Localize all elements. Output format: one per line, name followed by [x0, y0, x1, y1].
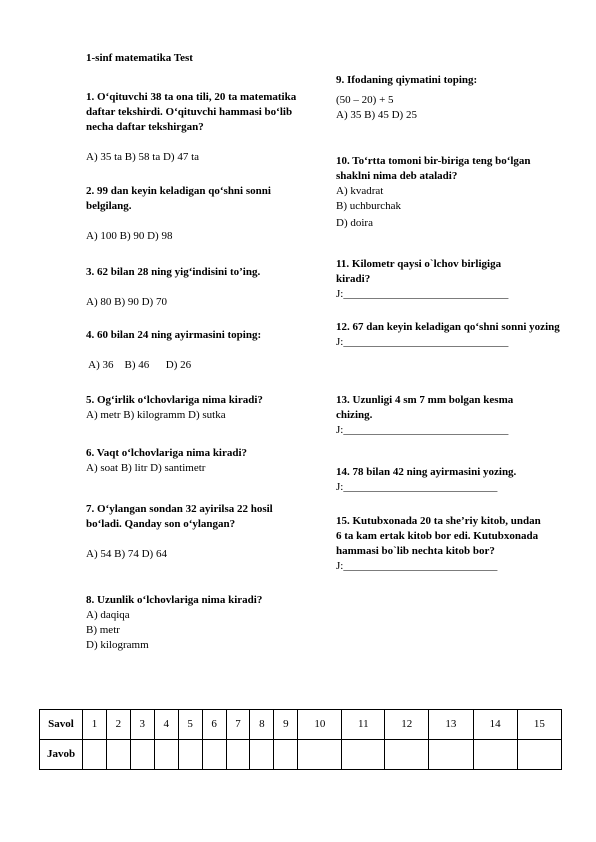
question-1-text: 1. O‘qituvchi 38 ta ona tili, 20 ta matematika daftar tekshirdi. O‘qituvchi hammasi bo‘lib necha daftar tekshirgan?	[86, 91, 297, 133]
question-14-text: 14. 78 bilan 42 ning ayirmasini yozing.	[336, 466, 517, 478]
question-11-answer-line[interactable]: J:______________________________	[336, 288, 509, 300]
question-7-options: A) 54 B) 74 D) 64	[86, 548, 167, 560]
question-2	[86, 184, 316, 244]
question-11	[336, 257, 566, 302]
question-1-options: A) 35 ta B) 58 ta D) 47 ta	[86, 151, 200, 163]
answer-table-answer-cell[interactable]	[473, 740, 517, 770]
question-15	[336, 514, 566, 574]
answer-table-question-number: 5	[178, 710, 202, 740]
question-13	[336, 393, 566, 438]
answer-table-question-number: 7	[226, 710, 250, 740]
question-10-option-b: B) uchburchak	[336, 200, 402, 212]
question-14	[336, 465, 566, 495]
question-5-text: 5. Og‘irlik o‘lchovlariga nima kiradi?	[86, 394, 263, 406]
answer-table-question-number: 2	[106, 710, 130, 740]
question-8-text: 8. Uzunlik o‘lchovlariga nima kiradi?	[86, 594, 263, 606]
answer-table-question-number: 15	[517, 710, 561, 740]
answer-table-answer-cell[interactable]	[250, 740, 274, 770]
question-3	[86, 265, 316, 310]
answer-table-question-number: 8	[250, 710, 274, 740]
question-12-text: 12. 67 dan keyin keladigan qo‘shni sonni yozing	[336, 321, 560, 333]
question-2-text: 2. 99 dan keyin keladigan qo‘shni sonni belgilang.	[86, 185, 271, 212]
question-3-text: 3. 62 bilan 28 ning yig‘indisini to’ing.	[86, 266, 261, 278]
answer-table-answer-cell[interactable]	[385, 740, 429, 770]
question-8-option-a: A) daqiqa	[86, 609, 130, 621]
question-15-answer-line[interactable]: J:____________________________	[336, 560, 498, 572]
question-5-options: A) metr B) kilogramm D) sutka	[86, 409, 226, 421]
answer-table-question-number: 9	[274, 710, 298, 740]
question-13-text: 13. Uzunligi 4 sm 7 mm bolgan kesma chizing.	[336, 394, 514, 421]
answer-table-answer-cell[interactable]	[517, 740, 561, 770]
answer-table-question-number: 11	[342, 710, 385, 740]
question-9-text: 9. Ifodaning qiymatini toping:	[336, 74, 478, 86]
question-8-option-b: B) metr	[86, 624, 120, 636]
question-10-text: 10. To‘rtta tomoni bir-biriga teng bo‘lgan shaklni nima deb ataladi?	[336, 155, 531, 182]
answer-table-question-number: 3	[130, 710, 154, 740]
question-8-option-d: D) kilogramm	[86, 639, 149, 651]
question-2-options: A) 100 B) 90 D) 98	[86, 230, 173, 242]
question-5	[86, 393, 316, 423]
question-11-text: 11. Kilometr qaysi o`lchov birligiga kiradi?	[336, 258, 502, 285]
question-1	[86, 90, 316, 165]
answer-table-answer-cell[interactable]	[83, 740, 107, 770]
question-8	[86, 593, 316, 653]
answer-table-answer-cell[interactable]	[274, 740, 298, 770]
question-7	[86, 502, 316, 562]
answer-table-answer-row	[40, 740, 562, 770]
question-10	[336, 154, 566, 231]
answer-table-question-number: 6	[202, 710, 226, 740]
answer-table-answer-cell[interactable]	[226, 740, 250, 770]
answer-table-question-number: 12	[385, 710, 429, 740]
question-12	[336, 320, 566, 350]
question-4	[86, 328, 316, 373]
answer-table-question-number: 13	[429, 710, 473, 740]
answer-table-question-number: 1	[83, 710, 107, 740]
question-14-answer-line[interactable]: J:____________________________	[336, 481, 498, 493]
question-9-expression: (50 – 20) + 5	[336, 94, 394, 106]
answer-table-javob-label: Javob	[40, 740, 83, 770]
question-10-option-a: A) kvadrat	[336, 185, 384, 197]
question-12-answer-line[interactable]: J:______________________________	[336, 336, 509, 348]
answer-table-answer-cell[interactable]	[202, 740, 226, 770]
answer-table-answer-cell[interactable]	[429, 740, 473, 770]
question-15-text: 15. Kutubxonada 20 ta she’riy kitob, undan 6 ta kam ertak kitob bor edi. Kutubxonada hammasi bo`lib nechta kitob bor?	[336, 515, 541, 557]
answer-table-answer-cell[interactable]	[178, 740, 202, 770]
question-10-option-d: D) doira	[336, 217, 373, 229]
answer-table-savol-label: Savol	[40, 710, 83, 740]
question-6	[86, 446, 316, 476]
answer-table-answer-cell[interactable]	[130, 740, 154, 770]
question-13-answer-line[interactable]: J:______________________________	[336, 424, 509, 436]
answer-table-answer-cell[interactable]	[106, 740, 130, 770]
answer-table-question-number: 14	[473, 710, 517, 740]
question-9	[336, 73, 566, 123]
answer-table-answer-cell[interactable]	[342, 740, 385, 770]
page-title: 1-sinf matematika Test	[86, 52, 193, 64]
answer-table-question-row	[40, 710, 562, 740]
question-7-text: 7. O‘ylangan sondan 32 ayirilsa 22 hosil bo‘ladi. Qanday son o‘ylangan?	[86, 503, 273, 530]
question-6-text: 6. Vaqt o‘lchovlariga nima kiradi?	[86, 447, 248, 459]
question-6-options: A) soat B) litr D) santimetr	[86, 462, 206, 474]
answer-table-question-number: 4	[154, 710, 178, 740]
question-9-options: A) 35 B) 45 D) 25	[336, 109, 417, 121]
answer-table-question-number: 10	[298, 710, 342, 740]
answer-table-answer-cell[interactable]	[154, 740, 178, 770]
question-3-options: A) 80 B) 90 D) 70	[86, 296, 167, 308]
question-4-text: 4. 60 bilan 24 ning ayirmasini toping:	[86, 329, 262, 341]
question-4-options: A) 36 B) 46 D) 26	[86, 359, 192, 371]
answer-table	[39, 709, 562, 770]
answer-table-answer-cell[interactable]	[298, 740, 342, 770]
